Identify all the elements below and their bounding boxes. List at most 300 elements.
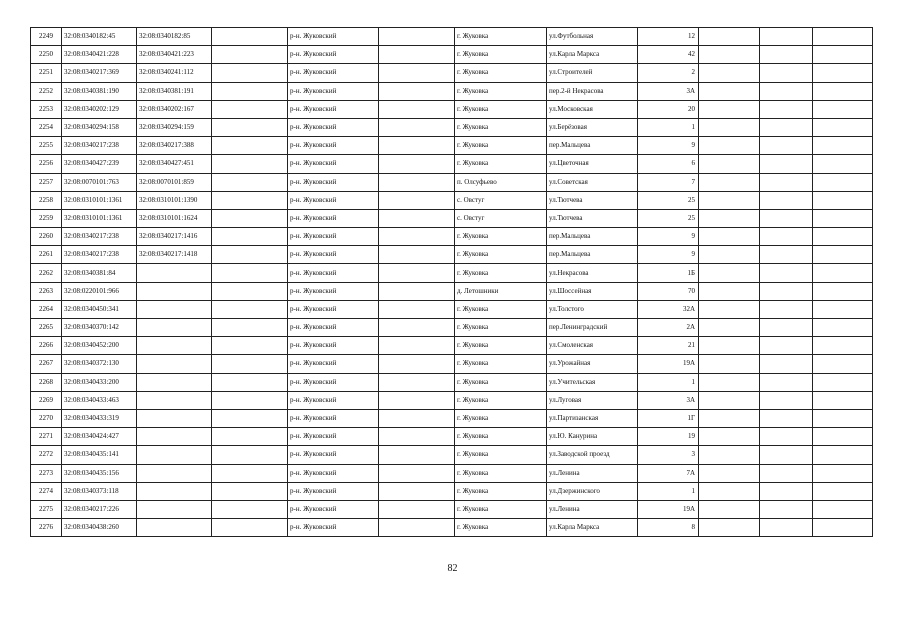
district-cell: р-н. Жуковский [288, 519, 379, 537]
empty-cell [813, 391, 873, 409]
empty-cell [379, 246, 455, 264]
district-cell: р-н. Жуковский [288, 264, 379, 282]
empty-cell [760, 482, 813, 500]
cadastral-number-cell: 32:08:0340381:190 [62, 82, 137, 100]
empty-cell [760, 264, 813, 282]
row-number-cell: 2257 [31, 173, 62, 191]
related-cadastral-number-cell: 32:08:0340202:167 [137, 100, 212, 118]
district-cell: р-н. Жуковский [288, 46, 379, 64]
house-number-cell: 20 [638, 100, 699, 118]
empty-cell [760, 100, 813, 118]
empty-cell [379, 446, 455, 464]
empty-cell [699, 209, 760, 227]
cadastral-number-cell: 32:08:0340182:45 [62, 28, 137, 46]
cadastral-number-cell: 32:08:0340435:156 [62, 464, 137, 482]
table-row [31, 300, 873, 318]
empty-cell [813, 28, 873, 46]
house-number-cell: 1 [638, 373, 699, 391]
empty-cell [699, 319, 760, 337]
empty-cell [212, 100, 288, 118]
cadastral-number-cell: 32:08:0310101:1361 [62, 209, 137, 227]
row-number-cell: 2269 [31, 391, 62, 409]
cadastral-number-cell: 32:08:0340217:369 [62, 64, 137, 82]
empty-cell [813, 337, 873, 355]
related-cadastral-number-cell: 32:08:0340427:451 [137, 155, 212, 173]
settlement-cell: г. Жуковка [455, 428, 547, 446]
cadastral-number-cell: 32:08:0340450:341 [62, 300, 137, 318]
row-number-cell: 2265 [31, 319, 62, 337]
street-cell: ул.Дзержинского [547, 482, 638, 500]
empty-cell [699, 373, 760, 391]
empty-cell [813, 100, 873, 118]
empty-cell [699, 500, 760, 518]
cadastral-number-cell: 32:08:0070101:763 [62, 173, 137, 191]
empty-cell [699, 519, 760, 537]
house-number-cell: 19А [638, 500, 699, 518]
related-cadastral-number-cell: 32:08:0310101:1390 [137, 191, 212, 209]
street-cell: ул.Некрасова [547, 264, 638, 282]
cadastral-number-cell: 32:08:0340373:118 [62, 482, 137, 500]
house-number-cell: 9 [638, 228, 699, 246]
empty-cell [379, 100, 455, 118]
street-cell: ул.Футбольная [547, 28, 638, 46]
empty-cell [212, 155, 288, 173]
related-cadastral-number-cell: 32:08:0340217:388 [137, 137, 212, 155]
empty-cell [699, 246, 760, 264]
empty-cell [699, 482, 760, 500]
empty-cell [379, 82, 455, 100]
settlement-cell: г. Жуковка [455, 391, 547, 409]
table-row [31, 82, 873, 100]
empty-cell [699, 446, 760, 464]
empty-cell [760, 155, 813, 173]
empty-cell [212, 464, 288, 482]
empty-cell [760, 409, 813, 427]
related-cadastral-number-cell [137, 519, 212, 537]
related-cadastral-number-cell [137, 446, 212, 464]
empty-cell [760, 355, 813, 373]
empty-cell [212, 391, 288, 409]
street-cell: ул.Заводской проезд [547, 446, 638, 464]
district-cell: р-н. Жуковский [288, 409, 379, 427]
empty-cell [379, 482, 455, 500]
empty-cell [760, 228, 813, 246]
table-row [31, 482, 873, 500]
row-number-cell: 2270 [31, 409, 62, 427]
empty-cell [760, 500, 813, 518]
empty-cell [760, 464, 813, 482]
table-row [31, 137, 873, 155]
empty-cell [699, 355, 760, 373]
table-row [31, 282, 873, 300]
empty-cell [212, 118, 288, 136]
row-number-cell: 2267 [31, 355, 62, 373]
related-cadastral-number-cell [137, 482, 212, 500]
empty-cell [379, 46, 455, 64]
empty-cell [379, 355, 455, 373]
empty-cell [379, 209, 455, 227]
empty-cell [379, 409, 455, 427]
empty-cell [699, 409, 760, 427]
empty-cell [760, 300, 813, 318]
cadastral-number-cell: 32:08:0340217:238 [62, 137, 137, 155]
table-row [31, 191, 873, 209]
settlement-cell: г. Жуковка [455, 500, 547, 518]
settlement-cell: г. Жуковка [455, 409, 547, 427]
table-row [31, 264, 873, 282]
row-number-cell: 2250 [31, 46, 62, 64]
district-cell: р-н. Жуковский [288, 100, 379, 118]
empty-cell [813, 446, 873, 464]
row-number-cell: 2273 [31, 464, 62, 482]
empty-cell [379, 464, 455, 482]
empty-cell [212, 228, 288, 246]
table-row [31, 391, 873, 409]
district-cell: р-н. Жуковский [288, 446, 379, 464]
empty-cell [760, 137, 813, 155]
empty-cell [379, 118, 455, 136]
empty-cell [212, 355, 288, 373]
related-cadastral-number-cell [137, 355, 212, 373]
street-cell: ул.Ленина [547, 500, 638, 518]
empty-cell [379, 155, 455, 173]
house-number-cell: 25 [638, 191, 699, 209]
empty-cell [699, 282, 760, 300]
empty-cell [813, 228, 873, 246]
row-number-cell: 2271 [31, 428, 62, 446]
registry-table-container [30, 27, 872, 537]
empty-cell [379, 28, 455, 46]
settlement-cell: г. Жуковка [455, 355, 547, 373]
cadastral-number-cell: 32:08:0340372:130 [62, 355, 137, 373]
row-number-cell: 2266 [31, 337, 62, 355]
page-number: 82 [447, 563, 458, 574]
empty-cell [379, 137, 455, 155]
empty-cell [813, 209, 873, 227]
empty-cell [699, 264, 760, 282]
empty-cell [699, 191, 760, 209]
row-number-cell: 2260 [31, 228, 62, 246]
row-number-cell: 2258 [31, 191, 62, 209]
related-cadastral-number-cell [137, 464, 212, 482]
house-number-cell: 19А [638, 355, 699, 373]
empty-cell [813, 246, 873, 264]
empty-cell [813, 300, 873, 318]
empty-cell [760, 519, 813, 537]
street-cell: ул.Берёзовая [547, 118, 638, 136]
table-row [31, 428, 873, 446]
empty-cell [379, 373, 455, 391]
street-cell: ул.Шоссейная [547, 282, 638, 300]
cadastral-number-cell: 32:08:0340438:260 [62, 519, 137, 537]
settlement-cell: г. Жуковка [455, 82, 547, 100]
street-cell: пер.Ленинградский [547, 319, 638, 337]
house-number-cell: 2А [638, 319, 699, 337]
empty-cell [212, 191, 288, 209]
row-number-cell: 2272 [31, 446, 62, 464]
empty-cell [813, 191, 873, 209]
empty-cell [699, 28, 760, 46]
district-cell: р-н. Жуковский [288, 373, 379, 391]
district-cell: р-н. Жуковский [288, 391, 379, 409]
settlement-cell: с. Овстуг [455, 191, 547, 209]
table-row [31, 355, 873, 373]
settlement-cell: г. Жуковка [455, 228, 547, 246]
related-cadastral-number-cell: 32:08:0340421:223 [137, 46, 212, 64]
related-cadastral-number-cell [137, 319, 212, 337]
street-cell: ул.Луговая [547, 391, 638, 409]
house-number-cell: 8 [638, 519, 699, 537]
empty-cell [813, 464, 873, 482]
empty-cell [813, 373, 873, 391]
settlement-cell: г. Жуковка [455, 155, 547, 173]
table-row [31, 464, 873, 482]
related-cadastral-number-cell: 32:08:0070101:859 [137, 173, 212, 191]
house-number-cell: 70 [638, 282, 699, 300]
table-row [31, 228, 873, 246]
empty-cell [699, 64, 760, 82]
settlement-cell: г. Жуковка [455, 118, 547, 136]
house-number-cell: 25 [638, 209, 699, 227]
empty-cell [212, 246, 288, 264]
empty-cell [212, 482, 288, 500]
district-cell: р-н. Жуковский [288, 209, 379, 227]
empty-cell [212, 264, 288, 282]
empty-cell [699, 46, 760, 64]
empty-cell [212, 446, 288, 464]
related-cadastral-number-cell [137, 337, 212, 355]
house-number-cell: 3 [638, 446, 699, 464]
street-cell: ул.Тютчева [547, 191, 638, 209]
empty-cell [813, 82, 873, 100]
empty-cell [212, 409, 288, 427]
row-number-cell: 2276 [31, 519, 62, 537]
district-cell: р-н. Жуковский [288, 282, 379, 300]
street-cell: ул.Партизанская [547, 409, 638, 427]
empty-cell [760, 209, 813, 227]
district-cell: р-н. Жуковский [288, 300, 379, 318]
table-row [31, 373, 873, 391]
street-cell: ул.Тютчева [547, 209, 638, 227]
empty-cell [212, 137, 288, 155]
empty-cell [699, 464, 760, 482]
district-cell: р-н. Жуковский [288, 191, 379, 209]
district-cell: р-н. Жуковский [288, 118, 379, 136]
empty-cell [760, 46, 813, 64]
empty-cell [760, 428, 813, 446]
empty-cell [699, 137, 760, 155]
table-body [31, 28, 873, 537]
settlement-cell: г. Жуковка [455, 300, 547, 318]
empty-cell [760, 246, 813, 264]
related-cadastral-number-cell [137, 282, 212, 300]
settlement-cell: г. Жуковка [455, 373, 547, 391]
table-row [31, 500, 873, 518]
cadastral-number-cell: 32:08:0220101:966 [62, 282, 137, 300]
settlement-cell: г. Жуковка [455, 100, 547, 118]
empty-cell [760, 28, 813, 46]
empty-cell [813, 118, 873, 136]
cadastral-number-cell: 32:08:0310101:1361 [62, 191, 137, 209]
street-cell: ул.Советская [547, 173, 638, 191]
empty-cell [212, 82, 288, 100]
empty-cell [699, 82, 760, 100]
cadastral-number-cell: 32:08:0340433:200 [62, 373, 137, 391]
related-cadastral-number-cell: 32:08:0310101:1624 [137, 209, 212, 227]
empty-cell [212, 64, 288, 82]
house-number-cell: 42 [638, 46, 699, 64]
cadastral-number-cell: 32:08:0340421:228 [62, 46, 137, 64]
house-number-cell: 1 [638, 482, 699, 500]
related-cadastral-number-cell [137, 391, 212, 409]
related-cadastral-number-cell: 32:08:0340381:191 [137, 82, 212, 100]
empty-cell [699, 118, 760, 136]
settlement-cell: г. Жуковка [455, 28, 547, 46]
empty-cell [813, 428, 873, 446]
empty-cell [760, 64, 813, 82]
cadastral-number-cell: 32:08:0340294:158 [62, 118, 137, 136]
street-cell: ул.Строителей [547, 64, 638, 82]
street-cell: пер.Мальцева [547, 137, 638, 155]
house-number-cell: 9 [638, 137, 699, 155]
street-cell: ул.Смоленская [547, 337, 638, 355]
settlement-cell: с. Овстуг [455, 209, 547, 227]
street-cell: пер.2-й Некрасова [547, 82, 638, 100]
district-cell: р-н. Жуковский [288, 355, 379, 373]
street-cell: ул.Московская [547, 100, 638, 118]
row-number-cell: 2262 [31, 264, 62, 282]
street-cell: ул.Урожайная [547, 355, 638, 373]
empty-cell [379, 519, 455, 537]
street-cell: пер.Мальцева [547, 246, 638, 264]
table-row [31, 209, 873, 227]
settlement-cell: г. Жуковка [455, 264, 547, 282]
table-row [31, 519, 873, 537]
empty-cell [379, 173, 455, 191]
empty-cell [379, 319, 455, 337]
house-number-cell: 1Б [638, 264, 699, 282]
house-number-cell: 3А [638, 82, 699, 100]
street-cell: ул.Карла Маркса [547, 46, 638, 64]
settlement-cell: г. Жуковка [455, 519, 547, 537]
house-number-cell: 6 [638, 155, 699, 173]
table-row [31, 173, 873, 191]
empty-cell [699, 300, 760, 318]
empty-cell [699, 155, 760, 173]
empty-cell [379, 282, 455, 300]
settlement-cell: д. Летошники [455, 282, 547, 300]
settlement-cell: г. Жуковка [455, 464, 547, 482]
cadastral-number-cell: 32:08:0340433:463 [62, 391, 137, 409]
related-cadastral-number-cell [137, 373, 212, 391]
empty-cell [760, 337, 813, 355]
empty-cell [813, 482, 873, 500]
related-cadastral-number-cell: 32:08:0340182:85 [137, 28, 212, 46]
empty-cell [760, 173, 813, 191]
house-number-cell: 2 [638, 64, 699, 82]
cadastral-number-cell: 32:08:0340424:427 [62, 428, 137, 446]
table-row [31, 246, 873, 264]
empty-cell [813, 409, 873, 427]
empty-cell [699, 173, 760, 191]
empty-cell [813, 500, 873, 518]
district-cell: р-н. Жуковский [288, 173, 379, 191]
house-number-cell: 19 [638, 428, 699, 446]
house-number-cell: 1Г [638, 409, 699, 427]
table-row [31, 28, 873, 46]
cadastral-number-cell: 32:08:0340217:226 [62, 500, 137, 518]
empty-cell [379, 337, 455, 355]
empty-cell [813, 64, 873, 82]
house-number-cell: 21 [638, 337, 699, 355]
district-cell: р-н. Жуковский [288, 228, 379, 246]
empty-cell [813, 264, 873, 282]
related-cadastral-number-cell [137, 428, 212, 446]
cadastral-number-cell: 32:08:0340370:142 [62, 319, 137, 337]
district-cell: р-н. Жуковский [288, 482, 379, 500]
empty-cell [699, 391, 760, 409]
district-cell: р-н. Жуковский [288, 82, 379, 100]
row-number-cell: 2255 [31, 137, 62, 155]
table-row [31, 446, 873, 464]
row-number-cell: 2261 [31, 246, 62, 264]
row-number-cell: 2253 [31, 100, 62, 118]
table-row [31, 100, 873, 118]
settlement-cell: г. Жуковка [455, 337, 547, 355]
district-cell: р-н. Жуковский [288, 246, 379, 264]
related-cadastral-number-cell: 32:08:0340217:1416 [137, 228, 212, 246]
empty-cell [813, 173, 873, 191]
row-number-cell: 2256 [31, 155, 62, 173]
empty-cell [813, 519, 873, 537]
house-number-cell: 9 [638, 246, 699, 264]
empty-cell [379, 500, 455, 518]
table-row [31, 64, 873, 82]
cadastral-number-cell: 32:08:0340435:141 [62, 446, 137, 464]
table-row [31, 155, 873, 173]
cadastral-number-cell: 32:08:0340202:129 [62, 100, 137, 118]
district-cell: р-н. Жуковский [288, 319, 379, 337]
row-number-cell: 2249 [31, 28, 62, 46]
house-number-cell: 12 [638, 28, 699, 46]
empty-cell [212, 373, 288, 391]
district-cell: р-н. Жуковский [288, 464, 379, 482]
empty-cell [379, 191, 455, 209]
empty-cell [212, 319, 288, 337]
empty-cell [760, 82, 813, 100]
table-row [31, 46, 873, 64]
empty-cell [813, 319, 873, 337]
settlement-cell: г. Жуковка [455, 246, 547, 264]
row-number-cell: 2251 [31, 64, 62, 82]
empty-cell [212, 300, 288, 318]
related-cadastral-number-cell [137, 500, 212, 518]
empty-cell [212, 500, 288, 518]
district-cell: р-н. Жуковский [288, 137, 379, 155]
empty-cell [699, 337, 760, 355]
empty-cell [813, 155, 873, 173]
empty-cell [379, 228, 455, 246]
empty-cell [813, 355, 873, 373]
row-number-cell: 2274 [31, 482, 62, 500]
row-number-cell: 2254 [31, 118, 62, 136]
cadastral-number-cell: 32:08:0340217:238 [62, 246, 137, 264]
empty-cell [813, 46, 873, 64]
house-number-cell: 7А [638, 464, 699, 482]
row-number-cell: 2275 [31, 500, 62, 518]
settlement-cell: г. Жуковка [455, 137, 547, 155]
empty-cell [760, 191, 813, 209]
